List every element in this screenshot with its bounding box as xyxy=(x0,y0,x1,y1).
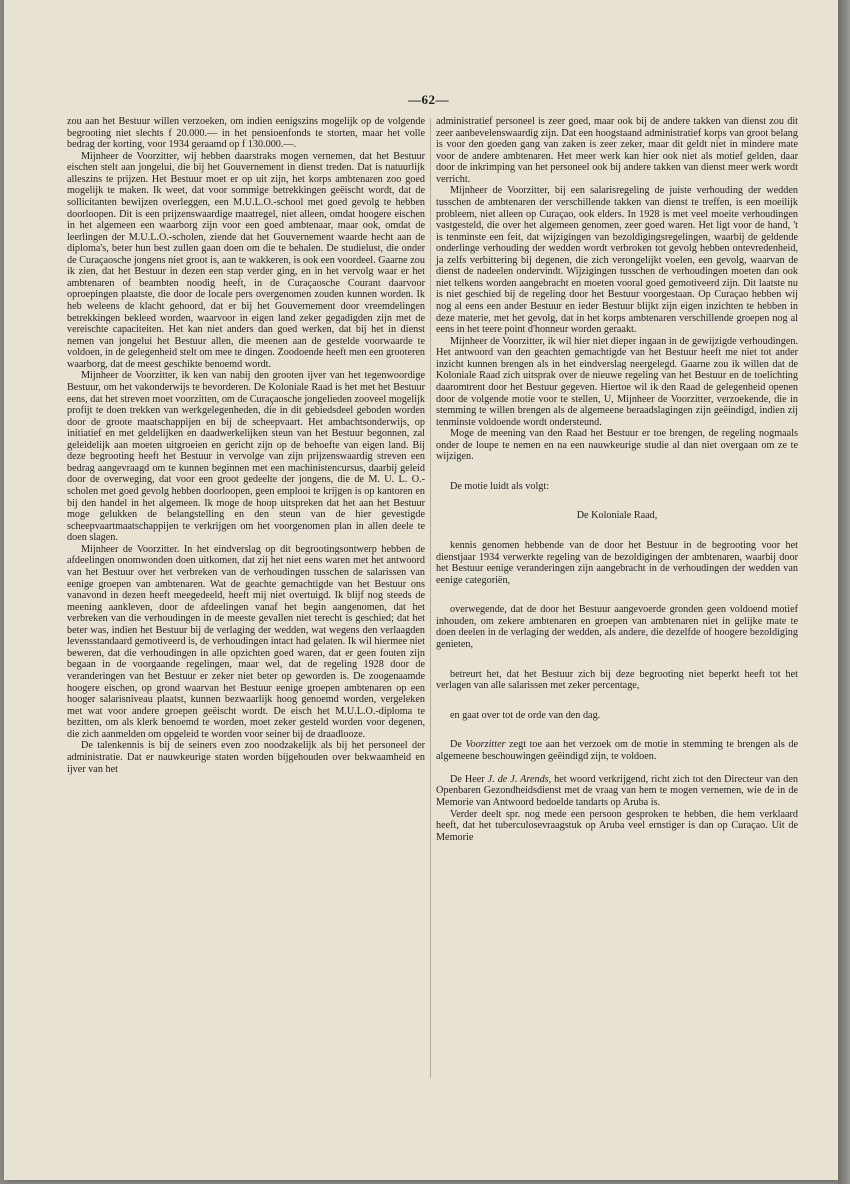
chair-pre: De xyxy=(450,739,466,751)
motion-clause-3: betreurt het, dat het Bestuur zich bij deze begrooting niet beperkt heeft tot het verlagen van alle salarissen met zeker percentage, xyxy=(436,668,798,692)
newspaper-page xyxy=(4,0,838,1180)
chair-name: Voorzitter xyxy=(465,739,506,751)
last-paragraph: Verder deelt spr. nog mede een persoon gesproken te hebben, die hem verklaard heeft, dat het tuberculosevraagstuk op Aruba veel ernstiger is dan op Curaçao. Uit de Memorie xyxy=(436,808,798,843)
right-column xyxy=(436,116,798,843)
right-paragraph-3: Mijnheer de Voorzitter, ik wil hier niet dieper ingaan in de gewijzigde verhoudingen. Het antwoord van den geachten gemachtigde van het Bestuur heeft me niet tot ander inzicht kunnen brengen als in het eindverslag neergelegd. Gaarne zou ik willen dat de Koloniale Raad zich uitsprak over de nieuwe regeling van het Bestuur en de toelichting daaromtrent door het Bestuur gegeven. Hiertoe wil ik den Raad de gelegenheid openen door de volgende motie voor te stellen, U, Mijnheer de Voorzitter, verzoekende, die in stemming te willen brengen als de algemeene beraadslagingen zijn geëindigd, indien zij tenminste voldoende wordt ondersteund. xyxy=(436,335,798,428)
page-edge xyxy=(838,0,850,1184)
page-number: —62— xyxy=(408,92,449,107)
right-paragraph-2: Mijnheer de Voorzitter, bij een salarisregeling de juiste verhouding der wedden tusschen de ambtenaren der verschillende takken van dienst te treffen, is een moeilijk probleem, niet alleen op Curaçao, ook elders. In 1928 is met veel moeite verhoudingen vastgesteld, die over het algemeen genomen, zeer goed waren. Het ligt voor de hand, 't is tenminste een feit, dat wijzigingen van bezoldigingsregelingen, waarbij de geldende onderlinge verhouding der wedden wordt verbroken tot gevolg hebben ontevredenheid, ja zelfs verbittering bij degenen, die zich verongelijkt voelen, een gevolg, waarvan de dienst de nadeelen ondervindt. Wijzigingen tusschen de verhoudingen moeten dan ook niet telkens worden aangebracht en moeten vooral goed gemotiveerd zijn. Dit laatste nu is niet geschied bij de regeling door het Bestuur voorgestaan. Op Curaçao hebben wij nog al eens een ander Bestuur en ieder Bestuur blijkt zijn eigen inzichten te hebben in deze materie, met het gevolg, dat in het korps ambtenaren verschillende groepen nog al eens in het teere point d'honneur worden geraakt. xyxy=(436,185,798,336)
column-divider xyxy=(430,118,431,1078)
right-paragraph-1: administratief personeel is zeer goed, maar ook bij de andere takken van dienst zou dit zeer aanbevelenswaardig zijn. Dat een hoogstaand administratief korps van groot belang is voor den goeden gang van zaken is zeer zeker, maar dit geldt niet in mindere mate voor de andere ambtenaren. Het meer werk kan hier ook niet als motief gelden, daar door de inkrimping van het personeel ook bij andere takken van dienst meer werk wordt verricht. xyxy=(436,116,798,185)
arends-name: J. de J. Arends, xyxy=(487,773,552,785)
motion-clause-2: overwegende, dat de door het Bestuur aangevoerde gronden geen voldoend motief inhouden, om zekere ambtenaren en groepen van ambtenaren niet in gelijke mate te doen deelen in de verlaging der wedden, als andere, die dezelfde of hoogere bezoldiging genieten, xyxy=(436,604,798,650)
motion-clause-4: en gaat over tot de orde van den dag. xyxy=(450,709,601,721)
motion-addressee: De Koloniale Raad, xyxy=(576,510,658,522)
chair-post: zegt toe aan het verzoek om de motie in stemming te brengen als de algemeene beschouwingen geëindigd zijn, te voldoen. xyxy=(436,739,798,762)
left-paragraph-5: De talenkennis is bij de seiners even zoo noodzakelijk als bij het personeel der administratie. Dat er nauwkeurige staten worden bijgehouden over bekwaamheid en ijver van het xyxy=(67,740,425,775)
motion-intro: De motie luidt als volgt: xyxy=(450,480,550,492)
arends-post: het woord verkrijgend, richt zich tot den Directeur van den Openbaren Gezondheidsdienst met de vraag van hem te mogen vernemen, wie de in de Memorie van Antwoord bedoelde tandarts op Aruba is. xyxy=(436,773,798,808)
chair-paragraph xyxy=(436,739,798,762)
left-paragraph-3: Mijnheer de Voorzitter, ik ken van nabij den grooten ijver van het tegenwoordige Bestuur, om het vakonderwijs te bevorderen. De Koloniale Raad is het met het Bestuur eens, dat het streven moet voorzitten, om de Curaçaosche jongelieden zooveel mogelijk profijt te doen trekken van werkgelegenheden, die in dit gebiedsdeel geboden worden door de groote maatschappijen en bij de scheepvaart. Het ambachtsonderwijs, op initiatief en met geldelijken en daadwerkelijken steun van het Bestuur begonnen, zal geleidelijk aan moeten uitgroeien en gericht zijn op de behoefte van eigen land. Bij deze begrooting heeft het Bestuur in vervolge van zijn prijzenswaardig streven een bedrag aangevraagd om te kunnen beginnen met een machinistencursus, daarbij geleid door de overweging, dat voor een groot gedeelte der jongens, die de M. U. L. O.-scholen met goed gevolg hebben doorloopen, geen emplooi te krijgen is op kantoren en bij den handel in het algemeen. Ik moge de hoop uitspreken dat het aan het Bestuur moge gelukken de belangstelling en den steun van de hier gevestigde scheepvaartmaatschappijen te verkrijgen om het voorgenomen plan in allen deele te doen slagen. xyxy=(67,370,425,544)
left-paragraph-2: Mijnheer de Voorzitter, wij hebben daarstraks mogen vernemen, dat het Bestuur eischen stelt aan jongelui, die bij het Gouvernement in dienst treden. Dat is natuurlijk alleszins te prijzen. Het Bestuur moet er op uit zijn, het korps ambtenaren zoo goed mogelijk te maken. Ik weet, dat voor sommige betrekkingen geëischt wordt, dat de sollicitanten bewijzen overleggen, een M.U.L.O.-school met goed gevolg te hebben doorloopen. Dit is een prijzenswaardige maatregel, niet alleen, omdat hoogere eischen in het algemeen een waarborg zijn voor een goed ambtenaar, maar ook, omdat de leerlingen der M.U.L.O.-scholen, ziende dat het Gouvernement waarde hecht aan de diploma's, beter hun best zullen gaan doen om die te behalen. De studielust, die onder de Curaçaosche jongens niet groot is, aan te wakkeren, is ook een voordeel. Gaarne zou ik zien, dat het Bestuur in dezen een stap verder ging, en in het vervolg waar er het ambtenaren of beambten noodig heeft, in de Curaçaosche Courant daarvoor oproepingen plaatste, die door de locale pers overgenomen zouden kunnen worden. Ik heb weleens de klacht gehoord, dat er bij het Gouvernement door vreemdelingen betrekkingen bekleed worden, waarvoor in eigen land zeker gegadigden zijn met de vereischte capaciteiten. Het kan niet anders dan goed werken, dat bij het in dienst nemen van jongelui het Bestuur allen, die meenen aan de gestelde voorwaarde te voldoen, in de gelegenheid stelt om mee te dingen. Zoodoende heeft men een grooteren waarborg, dat de meest geschikte benoemd wordt. xyxy=(67,150,425,370)
arends-pre: De Heer xyxy=(450,773,488,785)
right-paragraph-4: Moge de meening van den Raad het Bestuur er toe brengen, de regeling nogmaals onder de loupe te nemen en na een nauwkeurige studie al dan niet overgaan om ze te wijzigen. xyxy=(436,428,798,463)
left-paragraph-4: Mijnheer de Voorzitter. In het eindverslag op dit begrootingsontwerp hebben de afdeelingen onomwonden doen uitkomen, dat zij het niet eens waren met het antwoord van het Bestuur over het verbreken van de verhoudingen tusschen de salarissen van eenige groepen van ambtenaren. Wat de geachte gemachtigde van het Bestuur ons vanavond in dezen heeft meegedeeld, heeft mij niet overtuigd. Ik blijf nog steeds de meening aankleven, door de afdeelingen vanaf het begin aangenomen, dat het verbreken van die verhoudingen in de meeste gevallen niet terecht is geschied; dat het beter was, indien het Bestuur bij de verlaging der wedden, wat wegens den verlaagden levensstandaard gemotiveerd is, de verhoudingen intact had gelaten. Ik wil hiermee niet beweren, dat die verhoudingen in alle opzichten goed waren, dat er geen fouten zijn begaan in de voorgaande regelingen, maar wel, dat de regeling 1928 door de veranderingen van het Bestuur er zeker niet beter op geworden is. De zoogenaamde hoogere eischen, op grond waarvan het Bestuur eenige groepen ambtenaren op een hooger salarisniveau plaatst, kunnen bezwaarlijk hoog genoemd worden, vergeleken met wat voor andere groepen geëischt wordt. De eisch het M.U.L.O.-diploma te bezitten, om als klerk benoemd te worden, moet zeker gesteld worden voor degenen, die zich aanmelden om opgeleid te worden voor seiner bij de draadlooze. xyxy=(67,543,425,740)
left-column xyxy=(67,116,425,775)
motion-clause-1: kennis genomen hebbende van de door het Bestuur in de begrooting voor het dienstjaar 1934 verwerkte regeling van de bezoldigingen der ambtenaren, waarbij door het Bestuur eenige veranderingen zijn aangebracht in de verhoudingen der wedden van eenige categoriën, xyxy=(436,540,798,586)
arends-paragraph xyxy=(436,774,798,809)
left-paragraph-1: zou aan het Bestuur willen verzoeken, om indien eenigszins mogelijk op de volgende begrooting niet slechts f 20.000.— in het pensioenfonds te storten, maar het volle bedrag der korting, voor 1934 geraamd op f 130.000.—. xyxy=(67,116,425,151)
